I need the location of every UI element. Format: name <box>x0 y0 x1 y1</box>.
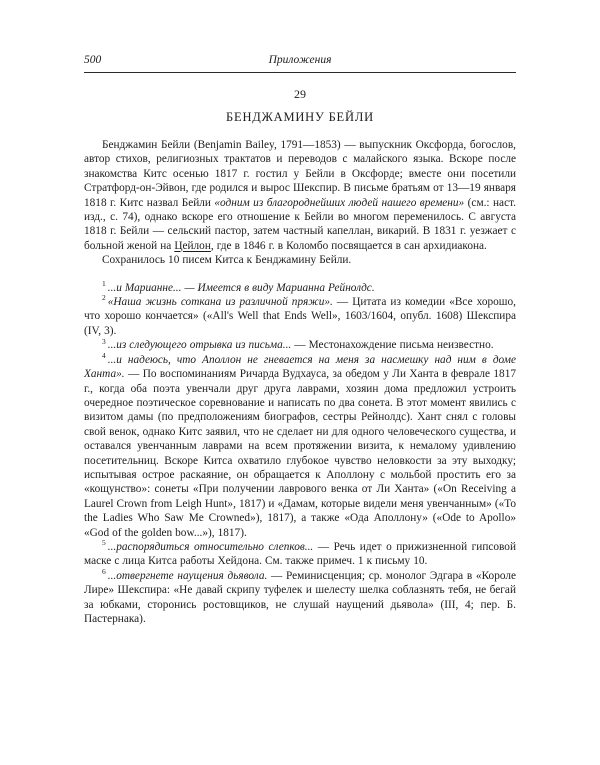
note-number: 2 <box>102 293 106 303</box>
note-number: 4 <box>102 350 106 360</box>
text-segment: — По воспоминаниям Ричарда Вудхауса, за обедом у Ли Ханта в феврале 1817 г., когда оба поэта увенчали друг друга лаврами, хозяин дома предложил устроить очередное поэтическое соревнование и написать по два сонета. В этот момент явились с визитом дамы (по предположениям биографов, сестры Рейнолдс). Хант снял с головы свой венок, однако Китс заявил, что не сделает ни для одного человеческого существа, и оставался увенчанным лаврами на всем протяжении визита, к немалому удивлению посетительниц. Вскоре Китса охватило глубокое чувство неловкости за эту выходку; испытывая острое раскаяние, он обращается к Аполлону с мольбой простить его за «кощунство»: сонеты «При получении лаврового венка от Ли Ханта» («On Receiving a Laurel Crown from Leigh Hunt», 1817) и «Дамам, которые видели меня увенчанным» («To the Ladies Who Saw Me Crowned»), 1817), а также «Ода Аполлону» («Ode to Apollo» «God of the golden bow...»), 1817). <box>84 368 516 539</box>
note-number: 3 <box>102 336 106 346</box>
header-rule <box>84 72 516 73</box>
note-paragraph <box>84 338 516 352</box>
note-paragraph <box>84 295 516 338</box>
running-title: Приложения <box>268 54 332 66</box>
note-number: 5 <box>102 538 106 548</box>
note-paragraph <box>84 540 516 569</box>
text-segment: «Наша жизнь соткана из различной пряжи». <box>107 296 333 309</box>
section-number: 29 <box>294 87 306 101</box>
text-segment: — Реминисценция; ср. монолог Эдгара в «Короле Лире» Шекспира: «Не давай скрипу туфелек и шелесту шелка соблазнять тебя, не бегай за юбками, сторонись ростовщиков, не слушай наущений дьявола» (III, 4; пер. Б. Пастернака). <box>84 569 516 625</box>
text-segment: — Цитата из комедии «Все хорошо, что хорошо кончается» («All's Well that Ends Well», 1603/1604, опубл. 1608) Шекспира (IV, 3). <box>84 296 516 337</box>
note-number: 6 <box>102 567 106 577</box>
text-segment: Сохранилось 10 писем Китса к Бенджамину Бейли. <box>102 254 352 267</box>
page-header <box>84 54 516 72</box>
note-paragraph <box>84 278 516 295</box>
text-block <box>84 138 516 626</box>
text-segment: Бенджамин Бейли (Benjamin Bailey, 1791—1853) — выпускник Оксфорда, богослов, автор стихов, религиозных трактатов и переводов с малайского языка. Вскоре после знакомства Китс осенью 1817 г. гостил у Бейли в Оксфорде; вместе они посетили Стратфорд-он-Эйвон, где родился и вырос Шекспир. В письме братьям от 13—19 января 1818 г. Китс назвал Бейли <box>84 139 516 209</box>
text-segment: — Местонахождение письма неизвестно. <box>291 339 494 352</box>
note-number: 1 <box>102 278 106 288</box>
text-segment: ...и Марианне... <box>107 281 182 294</box>
text-segment: — Имеется в виду Марианна Рейнолдс. <box>181 281 375 294</box>
text-segment: ...из следующего отрывка из письма... <box>107 339 292 352</box>
text-segment: Цейлон <box>174 239 211 252</box>
text-segment: «одним из благороднейших людей нашего времени» <box>214 196 465 209</box>
intro-paragraph <box>84 253 516 267</box>
text-segment: ...отвергнете наущения дьявола. <box>107 569 268 582</box>
text-segment: ...распорядиться относительно слепков... <box>107 540 314 553</box>
note-paragraph <box>84 350 516 540</box>
text-segment: (см.: наст. изд., с. 74), однако вскоре его отношение к Бейли во многом переменилось. С августа 1818 г. Бейли — сельский пастор, затем частный капеллан, викарий. В 1831 г. уезжает с больной женой на <box>84 196 516 252</box>
note-paragraph <box>84 569 516 627</box>
text-segment: ...и надеюсь, что Аполлон не гневается на меня за насмешку над ним в доме Ханта». <box>84 353 516 381</box>
intro-paragraph <box>84 138 516 253</box>
text-segment: — Речь идет о прижизненной гипсовой маске с лица Китса работы Хейдона. См. также примеч. 1 к письму 10. <box>84 540 516 568</box>
page-number: 500 <box>84 54 102 66</box>
section-title: БЕНДЖАМИНУ БЕЙЛИ <box>226 110 374 124</box>
text-segment: , где в 1846 г. в Коломбо посвящается в сан архидиакона. <box>210 239 487 252</box>
